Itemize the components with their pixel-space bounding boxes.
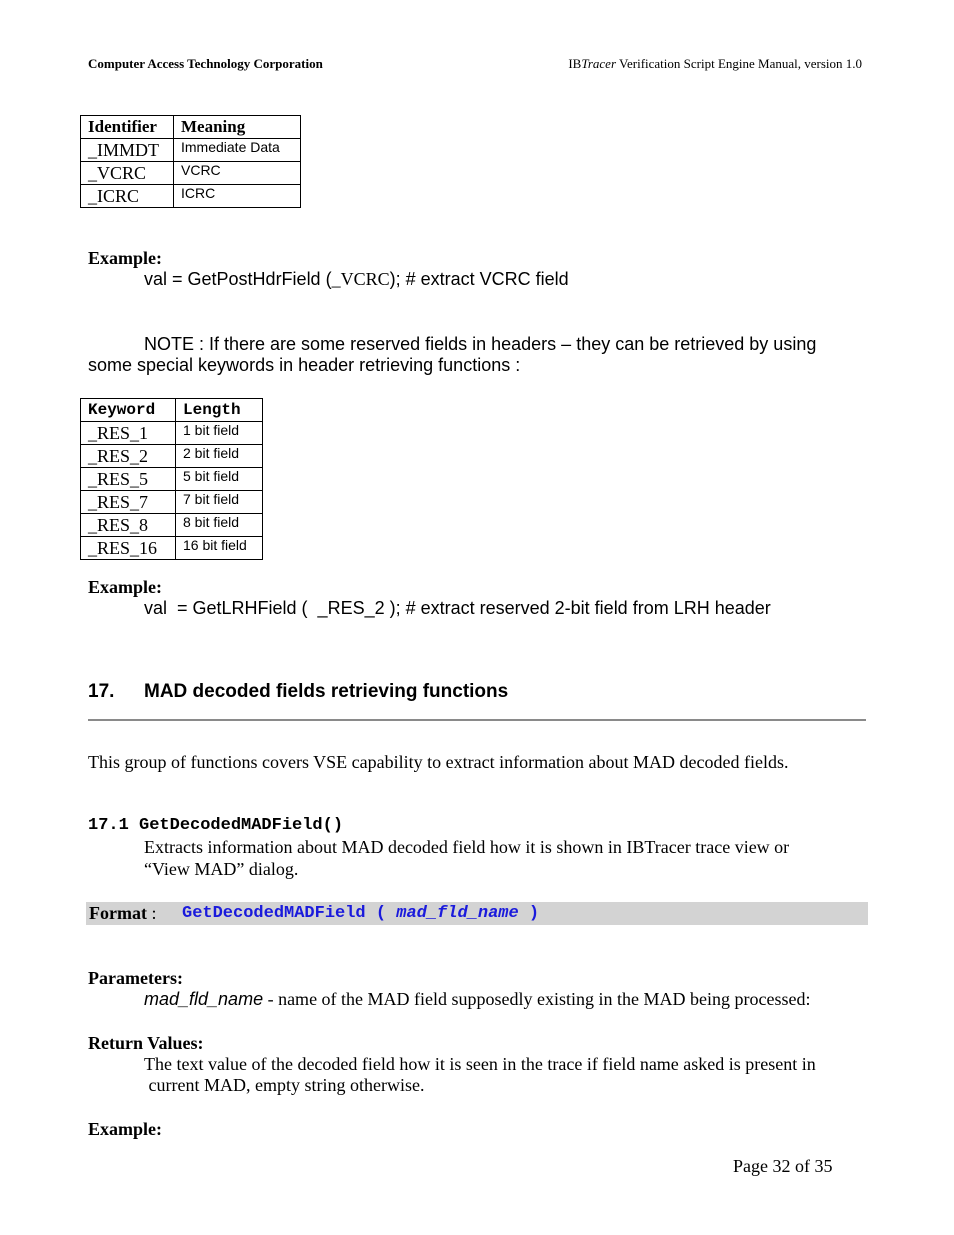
- identifier-table: [80, 115, 301, 208]
- table-cell-keyword: _RES_8: [81, 514, 176, 537]
- parameter-name: mad_fld_name: [144, 989, 264, 1009]
- table-cell-length: 5 bit field: [176, 468, 263, 491]
- format-code-param: mad_fld_name: [396, 904, 519, 923]
- page-number: Page 32 of 35: [733, 1156, 833, 1176]
- table-header-length: Length: [176, 399, 263, 422]
- example-label: Example:: [88, 577, 162, 597]
- table-row: [81, 185, 301, 208]
- table-cell-length: 2 bit field: [176, 445, 263, 468]
- table-cell-identifier: _IMMDT: [81, 139, 174, 162]
- table-header-meaning: Meaning: [174, 116, 301, 139]
- parameter-desc: - name of the MAD field supposedly existing in the MAD being processed:: [263, 989, 811, 1009]
- table-cell-keyword: _RES_2: [81, 445, 176, 468]
- table-cell-length: 1 bit field: [176, 422, 263, 445]
- table-cell-identifier: _ICRC: [81, 185, 174, 208]
- section-number: 17.: [88, 681, 115, 702]
- header-manual-suffix: Verification Script Engine Manual, version 1.0: [616, 56, 862, 71]
- table-header-identifier: Identifier: [81, 116, 174, 139]
- format-bar: [86, 902, 868, 925]
- header-company: Computer Access Technology Corporation: [88, 56, 323, 71]
- table-header-keyword: Keyword: [81, 399, 176, 422]
- keyword-table: [80, 398, 263, 560]
- section-divider: [88, 719, 866, 721]
- table-cell-meaning: VCRC: [174, 162, 301, 185]
- format-separator: :: [146, 903, 157, 923]
- format-code-close: ): [518, 904, 540, 923]
- table-row: [81, 468, 263, 491]
- return-values-line-2: current MAD, empty string otherwise.: [144, 1075, 425, 1095]
- parameters-label: Parameters:: [88, 968, 183, 988]
- header-manual-title: [568, 56, 862, 72]
- table-cell-keyword: _RES_7: [81, 491, 176, 514]
- example-code: val = GetLRHField ( _RES_2 ); # extract reserved 2-bit field from LRH header: [144, 598, 771, 618]
- table-cell-meaning: Immediate Data: [174, 139, 301, 162]
- example-code-identifier: _VCRC: [331, 269, 390, 289]
- section-heading: [88, 681, 508, 703]
- format-label-group: [89, 903, 157, 924]
- example-label: Example:: [88, 248, 162, 268]
- subsection-desc-line-1: Extracts information about MAD decoded field how it is shown in IBTracer trace view or: [144, 837, 790, 857]
- section-intro: This group of functions covers VSE capability to extract information about MAD decoded fields.: [88, 752, 789, 772]
- table-row: [81, 537, 263, 560]
- format-code: [182, 904, 539, 923]
- table-cell-keyword: _RES_5: [81, 468, 176, 491]
- example-code: [144, 269, 569, 290]
- subsection-heading: 17.1 GetDecodedMADField(): [88, 816, 344, 835]
- parameters-line: [144, 989, 810, 1010]
- table-row: [81, 491, 263, 514]
- format-code-fn: GetDecodedMADField (: [182, 904, 397, 923]
- table-cell-keyword: _RES_1: [81, 422, 176, 445]
- example-code-part: val = GetPostHdrField (: [144, 269, 332, 289]
- header-manual-prefix: IB: [568, 56, 582, 71]
- table-cell-length: 16 bit field: [176, 537, 263, 560]
- subsection-desc-line-2: “View MAD” dialog.: [144, 859, 299, 879]
- return-values-line-1: The text value of the decoded field how it is seen in the trace if field name asked is present in: [144, 1054, 816, 1074]
- note-line-1: NOTE : If there are some reserved fields in headers – they can be retrieved by using: [144, 334, 817, 354]
- table-row: [81, 445, 263, 468]
- table-cell-keyword: _RES_16: [81, 537, 176, 560]
- example-code-part: ); # extract VCRC field: [389, 269, 569, 289]
- table-cell-length: 7 bit field: [176, 491, 263, 514]
- table-header-row: [81, 399, 263, 422]
- header-manual-italic: Tracer: [581, 56, 617, 71]
- table-row: [81, 162, 301, 185]
- section-title: MAD decoded fields retrieving functions: [144, 681, 509, 702]
- return-values-label: Return Values:: [88, 1033, 204, 1053]
- table-row: [81, 514, 263, 537]
- table-cell-meaning: ICRC: [174, 185, 301, 208]
- table-cell-identifier: _VCRC: [81, 162, 174, 185]
- format-label: Format: [89, 903, 147, 923]
- example-label: Example:: [88, 1119, 162, 1139]
- table-cell-length: 8 bit field: [176, 514, 263, 537]
- table-row: [81, 139, 301, 162]
- note-line-2: some special keywords in header retrieving functions :: [88, 355, 521, 375]
- table-header-row: [81, 116, 301, 139]
- table-row: [81, 422, 263, 445]
